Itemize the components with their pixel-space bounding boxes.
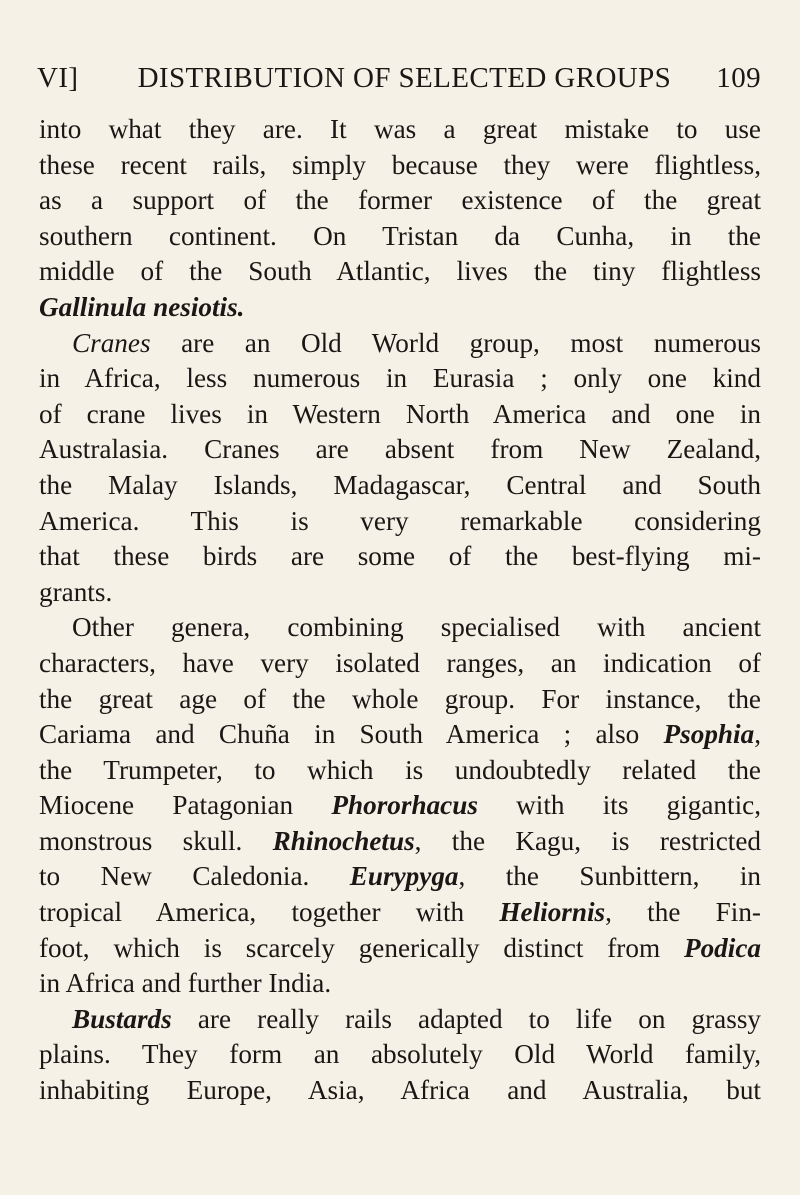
text-run: that these birds are some of the best-flying mi- bbox=[39, 541, 761, 572]
text-run: , the Fin- bbox=[605, 897, 761, 928]
text-line bbox=[39, 859, 761, 895]
species-name: Podica bbox=[683, 932, 761, 963]
running-title: DISTRIBUTION OF SELECTED GROUPS bbox=[137, 62, 672, 94]
text-run: foot, which is scarcely generically distinct from bbox=[39, 932, 684, 963]
text-run: monstrous skull. bbox=[39, 825, 273, 856]
text-run: , the Sunbittern, in bbox=[458, 861, 761, 892]
text-run: of crane lives in Western North America and one in bbox=[39, 398, 761, 429]
text-line bbox=[39, 326, 761, 362]
text-run: with its gigantic, bbox=[477, 790, 761, 821]
text-run: in Africa, less numerous in Eurasia ; only one kind bbox=[39, 363, 761, 394]
text-run: these recent rails, simply because they were flightless, bbox=[39, 149, 761, 180]
page-number: 109 bbox=[716, 62, 761, 94]
text-line bbox=[39, 148, 761, 184]
text-line bbox=[39, 1002, 761, 1038]
text-line bbox=[39, 895, 761, 931]
text-run: the Trumpeter, to which is undoubtedly related the bbox=[39, 754, 761, 785]
text-line bbox=[39, 183, 761, 219]
text-run: , the Kagu, is restricted bbox=[414, 825, 761, 856]
text-run: , bbox=[754, 719, 761, 750]
text-line bbox=[39, 788, 761, 824]
text-line bbox=[39, 682, 761, 718]
text-line bbox=[39, 397, 761, 433]
text-line bbox=[39, 361, 761, 397]
text-line bbox=[39, 824, 761, 860]
text-run: Miocene Patagonian bbox=[39, 790, 332, 821]
text-line bbox=[39, 219, 761, 255]
text-run: the great age of the whole group. For instance, the bbox=[39, 683, 761, 714]
chapter-number: VI] bbox=[37, 62, 79, 94]
text-run: are really rails adapted to life on grassy bbox=[171, 1003, 761, 1034]
text-line bbox=[39, 112, 761, 148]
body-text bbox=[39, 112, 761, 1109]
text-run: plains. They form an absolutely Old World family, bbox=[39, 1039, 761, 1070]
text-line bbox=[39, 432, 761, 468]
text-line bbox=[39, 575, 761, 611]
italic-term: Cranes bbox=[72, 327, 151, 358]
text-line bbox=[39, 254, 761, 290]
text-line bbox=[39, 1037, 761, 1073]
text-line bbox=[39, 646, 761, 682]
text-run: are an Old World group, most numerous bbox=[150, 327, 761, 358]
text-run: as a support of the former existence of the great bbox=[39, 185, 761, 216]
text-run: inhabiting Europe, Asia, Africa and Australia, but bbox=[39, 1075, 761, 1106]
text-line bbox=[39, 753, 761, 789]
text-run: into what they are. It was a great mistake to use bbox=[39, 114, 761, 144]
species-name: Rhinochetus bbox=[272, 825, 415, 856]
species-name: Bustards bbox=[72, 1003, 172, 1034]
text-run: southern continent. On Tristan da Cunha, in the bbox=[39, 220, 761, 251]
text-run: tropical America, together with bbox=[39, 897, 500, 928]
text-run: middle of the South Atlantic, lives the tiny flightless bbox=[39, 256, 761, 287]
running-head bbox=[37, 60, 761, 96]
text-run: the Malay Islands, Madagascar, Central and South bbox=[39, 469, 761, 500]
text-line bbox=[39, 966, 761, 1002]
text-line bbox=[39, 539, 761, 575]
text-line bbox=[39, 1073, 761, 1109]
text-line bbox=[39, 931, 761, 967]
text-line bbox=[39, 610, 761, 646]
text-run: Other genera, combining specialised with ancient bbox=[72, 612, 761, 643]
text-run: in Africa and further India. bbox=[39, 968, 332, 999]
text-line bbox=[39, 290, 761, 326]
species-name: Heliornis bbox=[499, 897, 606, 928]
text-line bbox=[39, 504, 761, 540]
species-name: Phororhacus bbox=[331, 790, 478, 821]
book-page bbox=[37, 60, 761, 1109]
species-name: Eurypyga bbox=[349, 861, 459, 892]
text-run: Australasia. Cranes are absent from New Zealand, bbox=[39, 434, 761, 465]
species-name: Psophia bbox=[663, 719, 755, 750]
text-run: America. This is very remarkable considering bbox=[39, 505, 761, 536]
text-run: Cariama and Chuña in South America ; also bbox=[39, 719, 664, 750]
text-run: grants. bbox=[39, 576, 113, 607]
species-name: Gallinula nesiotis. bbox=[39, 291, 245, 322]
text-run: characters, have very isolated ranges, an indication of bbox=[39, 647, 761, 678]
text-line bbox=[39, 717, 761, 753]
text-run: to New Caledonia. bbox=[39, 861, 350, 892]
text-line bbox=[39, 468, 761, 504]
